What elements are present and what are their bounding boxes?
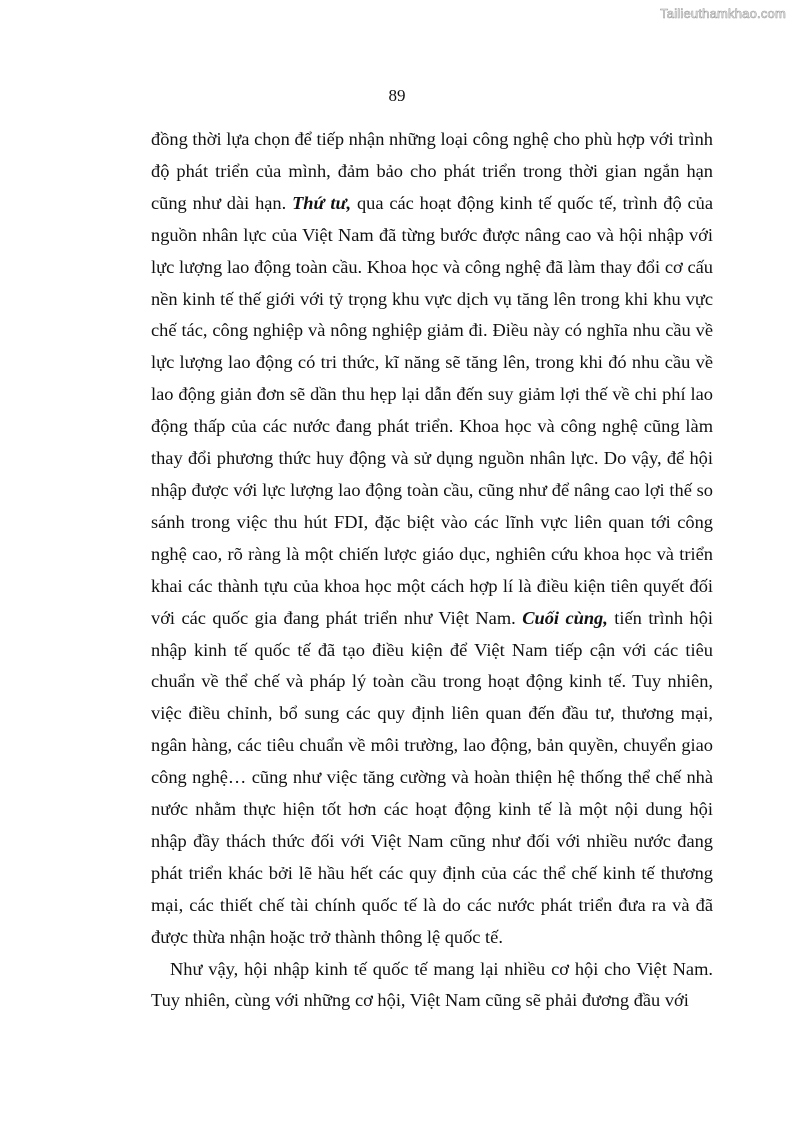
paragraph-1-text-c: tiến trình hội nhập kinh tế quốc tế đã tạo điều kiện để Việt Nam tiếp cận với các tiêu chuẩn về thể chế và pháp lý toàn cầu trong hoạt động kinh tế. Tuy nhiên, việc điều chỉnh, bổ sung các quy định liên quan đến đầu tư, thương mại, ngân hàng, các tiêu chuẩn về môi trường, lao động, bản quyền, chuyển giao công nghệ… cũng như việc tăng cường và hoàn thiện hệ thống thể chế nhà nước nhằm thực hiện tốt hơn các hoạt động kinh tế là một nội dung hội nhập đầy thách thức đối với Việt Nam cũng như đối với nhiều nước đang phát triển khác bởi lẽ hầu hết các quy định của các thể chế kinh tế thương mại, các thiết chế tài chính quốc tế là do các nước phát triển đưa ra và đã được thừa nhận hoặc trở thành thông lệ quốc tế. [151,607,713,947]
paragraph-2: Như vậy, hội nhập kinh tế quốc tế mang lại nhiều cơ hội cho Việt Nam. Tuy nhiên, cùng với những cơ hội, Việt Nam cũng sẽ phải đương đầu với [151,958,713,1011]
paragraph-1-text-b: qua các hoạt động kinh tế quốc tế, trình độ của nguồn nhân lực của Việt Nam đã từng bước được nâng cao và hội nhập với lực lượng lao động toàn cầu. Khoa học và công nghệ đã làm thay đổi cơ cấu nền kinh tế thế giới với tỷ trọng khu vực dịch vụ tăng lên trong khi khu vực chế tác, công nghiệp và nông nghiệp giảm đi. Điều này có nghĩa nhu cầu về lực lượng lao động có tri thức, kĩ năng sẽ tăng lên, trong khi đó nhu cầu về lao động giản đơn sẽ dần thu hẹp lại dẫn đến suy giảm lợi thế về chi phí lao động thấp của các nước đang phát triển. Khoa học và công nghệ cũng làm thay đổi phương thức huy động và sử dụng nguồn nhân lực. Do vậy, để hội nhập được với lực lượng lao động toàn cầu, cũng như để nâng cao lợi thế so sánh trong việc thu hút FDI, đặc biệt vào các lĩnh vực liên quan tới công nghệ cao, rõ ràng là một chiến lược giáo dục, nghiên cứu khoa học và triển khai các thành tựu của khoa học một cách hợp lí là điều kiện tiên quyết đối với các quốc gia đang phát triển như Việt Nam. [151,192,713,628]
paragraph-1 [151,124,713,954]
paragraph-1-text-a: đồng thời lựa chọn để tiếp nhận những loại công nghệ cho phù hợp với trình độ phát triển của mình, đảm bảo cho phát triển trong thời gian ngắn hạn cũng như dài hạn. [151,129,713,213]
emphasis-thu-tu: Thứ tư, [292,192,352,213]
watermark: Tailieuthamkhao.com [660,6,786,21]
emphasis-cuoi-cung: Cuối cùng, [522,607,608,628]
page-number: 89 [388,86,406,105]
document-body [151,124,713,1017]
